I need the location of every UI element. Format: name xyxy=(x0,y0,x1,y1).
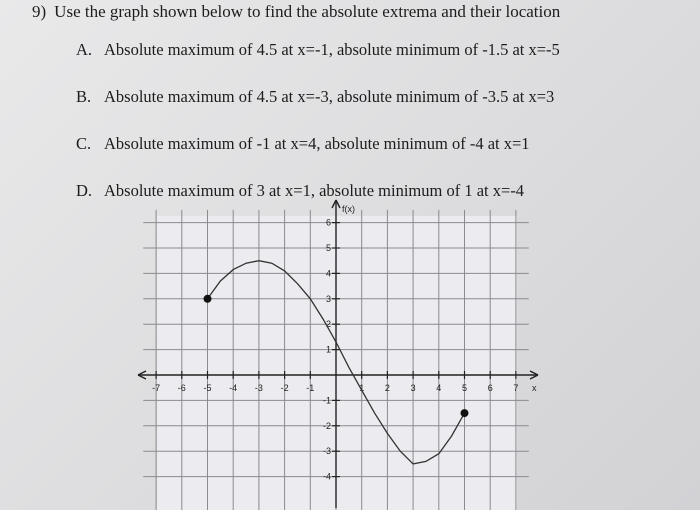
y-tick-label: -1 xyxy=(322,395,331,406)
y-tick-label: 2 xyxy=(325,319,331,330)
x-tick-label: 4 xyxy=(436,383,442,393)
y-tick-label: 6 xyxy=(325,217,331,228)
y-tick-label: -3 xyxy=(322,446,331,457)
x-tick-label: 2 xyxy=(384,383,390,393)
question-text: Use the graph shown below to find the absolute extrema and their location xyxy=(54,2,561,21)
choice-text: Absolute maximum of 4.5 at x=-1, absolute minimum of -1.5 at x=-5 xyxy=(104,40,560,59)
x-tick-label: 1 xyxy=(359,383,365,393)
choice-letter: A. xyxy=(76,40,93,59)
graph-paper xyxy=(157,216,517,510)
y-tick-label: -4 xyxy=(322,471,331,482)
y-axis-label: f(x) xyxy=(342,203,355,214)
x-tick-label: 5 xyxy=(461,383,468,393)
x-tick-label: 3 xyxy=(410,383,416,393)
x-tick-label: -4 xyxy=(229,383,238,393)
choice-text: Absolute maximum of -1 at x=4, absolute minimum of -4 at x=1 xyxy=(104,134,530,153)
question-number: 9) xyxy=(32,2,47,21)
choice-text: Absolute maximum of 4.5 at x=-3, absolute minimum of -3.5 at x=3 xyxy=(104,87,555,106)
choice-letter: B. xyxy=(76,87,92,106)
x-tick-label: -3 xyxy=(254,383,263,393)
y-tick-label: 4 xyxy=(325,268,331,279)
x-tick-label: 6 xyxy=(487,383,493,393)
x-tick-label: -7 xyxy=(152,383,161,393)
x-tick-label: 7 xyxy=(513,383,519,393)
closed-endpoint-dot xyxy=(204,295,212,303)
y-tick-label: -2 xyxy=(322,420,331,431)
choice-text: Absolute maximum of 3 at x=1, absolute minimum of 1 at x=-4 xyxy=(104,181,525,200)
x-tick-label: -2 xyxy=(280,383,289,393)
choice-letter: D. xyxy=(76,181,93,200)
choice-letter: C. xyxy=(76,134,92,153)
closed-endpoint-dot xyxy=(461,409,469,417)
x-tick-label: -1 xyxy=(306,383,315,393)
x-axis-label: x xyxy=(532,383,537,393)
y-tick-label: 1 xyxy=(325,344,331,355)
x-tick-label: -6 xyxy=(177,383,186,393)
y-tick-label: 3 xyxy=(325,293,331,304)
x-tick-label: -5 xyxy=(203,383,212,393)
y-tick-label: 5 xyxy=(325,243,331,253)
